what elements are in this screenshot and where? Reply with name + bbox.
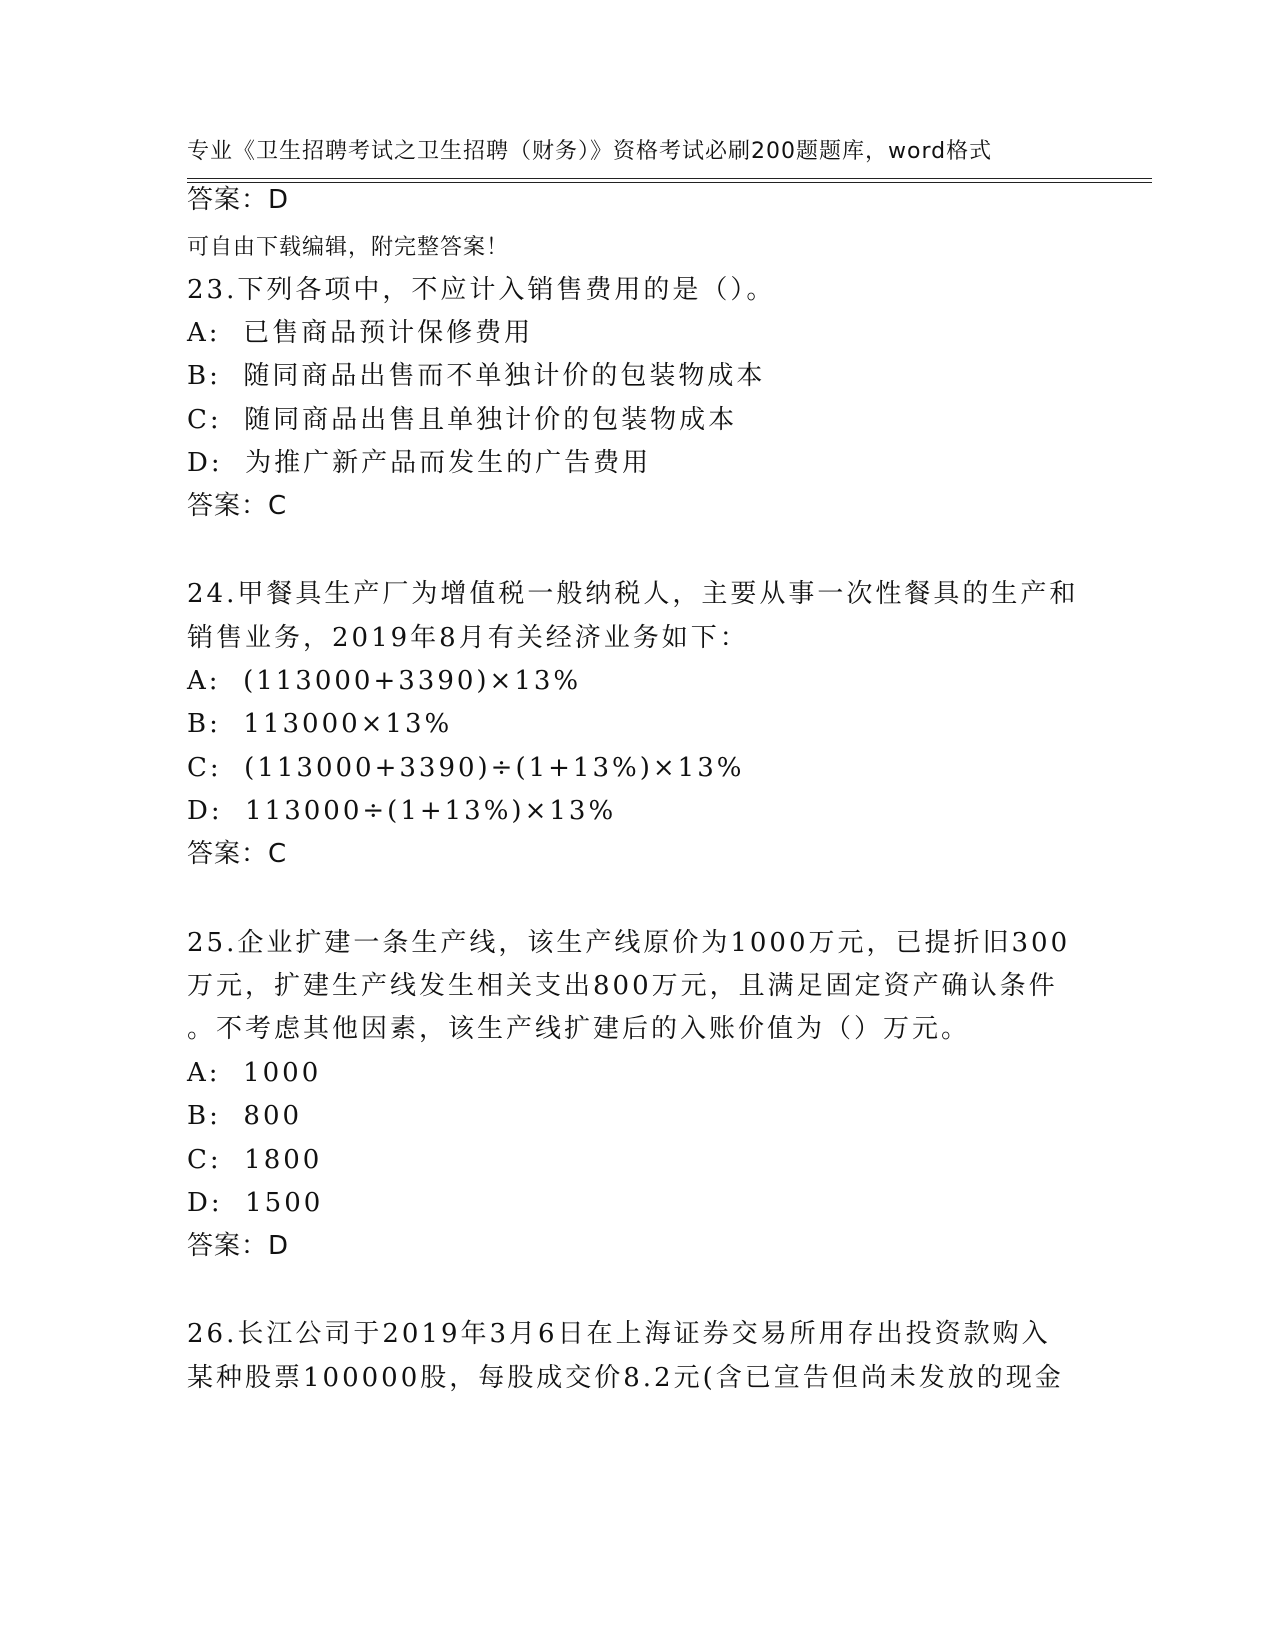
q24-answer: 答案：C [187, 839, 288, 869]
header-line-1: 专业《卫生招聘考试之卫生招聘（财务）》资格考试必刷200题题库，word格式 [187, 139, 993, 164]
q25-answer: 答案：D [187, 1231, 290, 1261]
q23-option-c: C: 随同商品出售且单独计价的包装物成本 [187, 405, 738, 435]
q25-option-a: A: 1000 [187, 1058, 322, 1088]
q24-option-b: B: 113000×13% [187, 709, 453, 739]
header-divider-bottom [187, 182, 1152, 183]
q24-stem-line-1: 24.甲餐具生产厂为增值税一般纳税人，主要从事一次性餐具的生产和 [187, 579, 1079, 609]
header-line-2: 可自由下载编辑，附完整答案！ [187, 235, 510, 260]
q25-option-c: C: 1800 [187, 1145, 323, 1175]
q22-answer: 答案：D [187, 185, 290, 215]
header-divider-top [187, 178, 1152, 179]
q23-option-d: D: 为推广新产品而发生的广告费用 [187, 448, 652, 478]
q23-stem: 23.下列各项中，不应计入销售费用的是（）。 [187, 275, 776, 305]
q23-answer: 答案：C [187, 491, 288, 521]
q24-option-c: C: (113000+3390)÷(1+13%)×13% [187, 753, 745, 783]
q25-stem-line-3: 。不考虑其他因素，该生产线扩建后的入账价值为（）万元。 [187, 1014, 971, 1044]
q25-stem-line-2: 万元，扩建生产线发生相关支出800万元，且满足固定资产确认条件 [187, 971, 1058, 1001]
q24-option-a: A: (113000+3390)×13% [187, 666, 582, 696]
q23-option-b: B: 随同商品出售而不单独计价的包装物成本 [187, 361, 766, 391]
q26-stem-line-1: 26.长江公司于2019年3月6日在上海证券交易所用存出投资款购入 [187, 1319, 1051, 1349]
q25-option-d: D: 1500 [187, 1188, 324, 1218]
q25-option-b: B: 800 [187, 1101, 303, 1131]
q24-stem-line-2: 销售业务，2019年8月有关经济业务如下： [187, 623, 749, 653]
q23-option-a: A: 已售商品预计保修费用 [187, 318, 534, 348]
q26-stem-line-2: 某种股票100000股，每股成交价8.2元(含已宣告但尚未发放的现金 [187, 1363, 1064, 1393]
q25-stem-line-1: 25.企业扩建一条生产线，该生产线原价为1000万元，已提折旧300 [187, 928, 1071, 958]
q24-option-d: D: 113000÷(1+13%)×13% [187, 796, 617, 826]
